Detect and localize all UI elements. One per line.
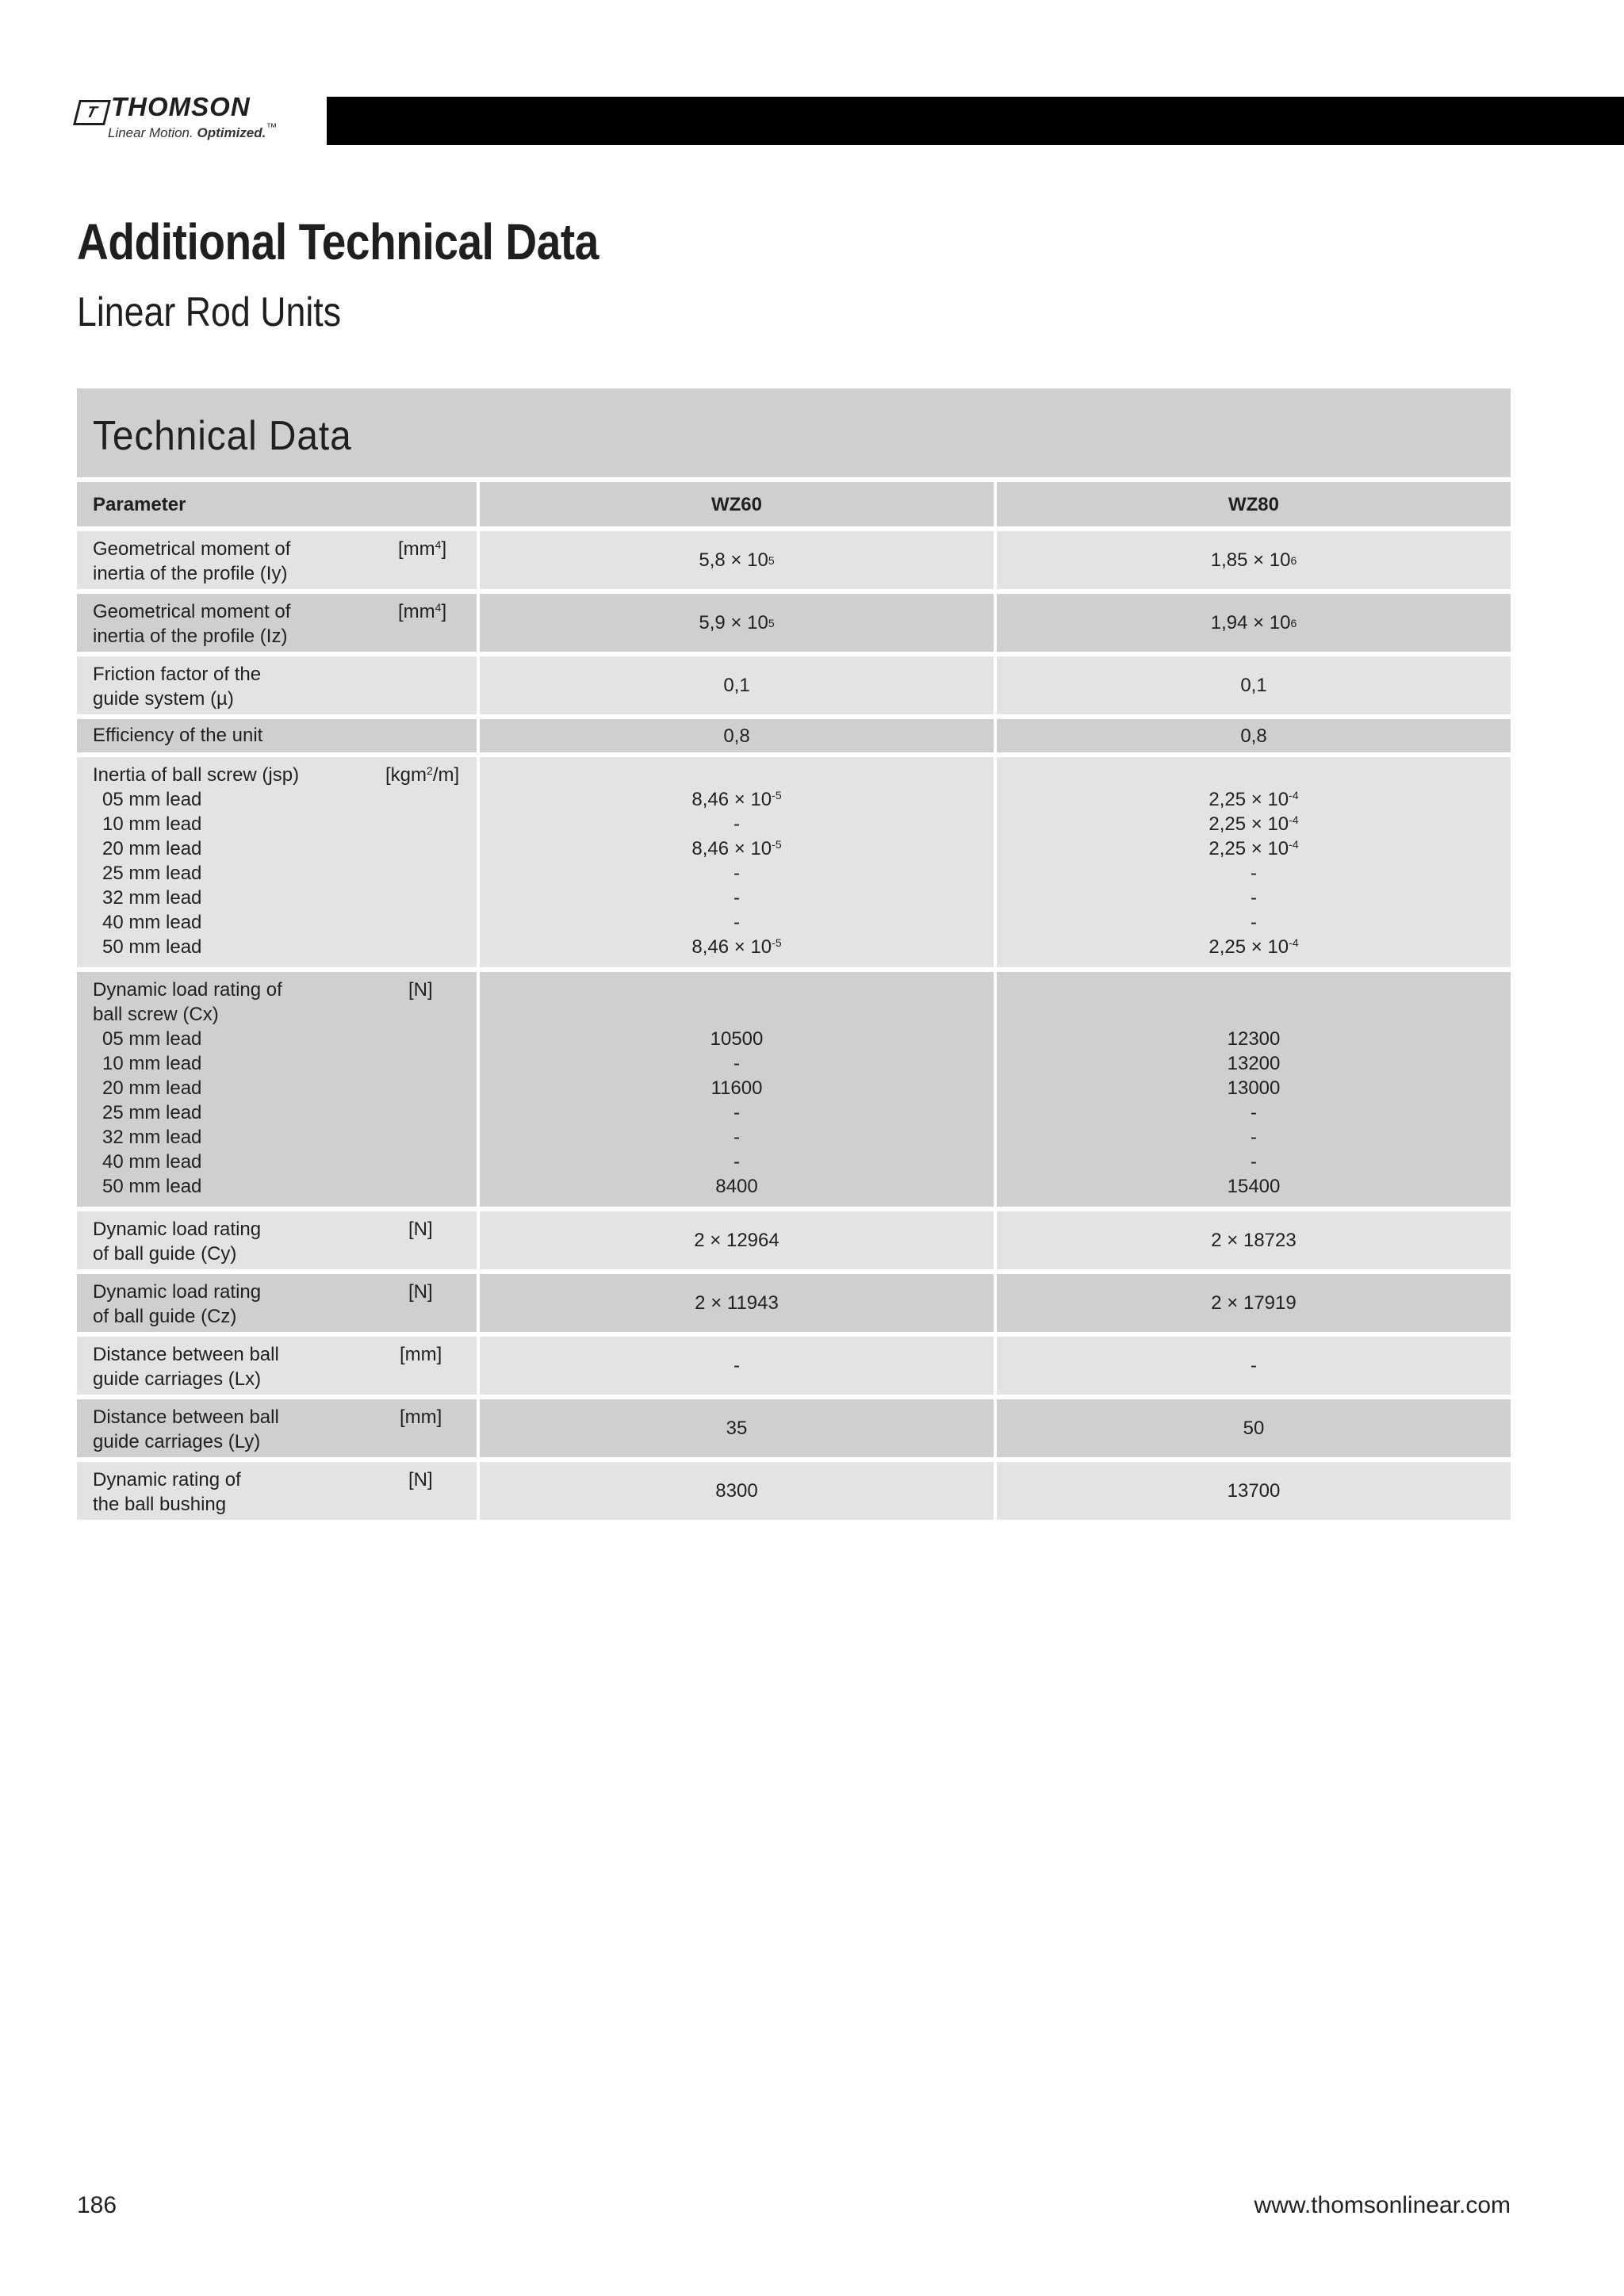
col-header-parameter: Parameter	[77, 482, 477, 526]
param-cell: Dynamic load rating of ball screw (Cx) [N] 05 mm lead 10 mm lead 20 mm lead 25 mm lead 32 mm lead 40 mm lead 50 mm lead	[77, 972, 477, 1207]
wz60-value: 0,1	[480, 656, 994, 714]
table-row	[77, 1399, 1511, 1457]
wz60-value: 5,8 × 10 5	[480, 531, 994, 589]
param-cell: Geometrical moment of inertia of the profile (Iy) $[mm^4]$	[77, 531, 477, 589]
table-row	[77, 1337, 1511, 1395]
table-row	[77, 1274, 1511, 1332]
wz60-value: 2 × 11943	[480, 1274, 994, 1332]
unit-label: [mm]	[400, 1344, 442, 1365]
wz80-value: 1,85 × 10 6	[997, 531, 1511, 589]
param-cell: Distance between ball guide carriages (Lx) [mm]	[77, 1337, 477, 1395]
logo-wordmark: T THOMSON	[76, 92, 251, 125]
wz80-value: 50	[997, 1399, 1511, 1457]
unit-label: [mm]	[400, 1406, 442, 1428]
unit-label: [N]	[408, 979, 433, 1001]
unit-label: $[mm^4]$	[398, 538, 447, 560]
param-cell: Inertia of ball screw (jsp) [kgm$^2$/m] 05 mm lead 10 mm lead 20 mm lead 25 mm lead 32 mm lead 40 mm lead 50 mm lead	[77, 757, 477, 967]
wz60-value: 5,9 × 10 5	[480, 594, 994, 652]
wz60-value: -	[480, 1337, 994, 1395]
table-row	[77, 531, 1511, 589]
table-row	[77, 594, 1511, 652]
param-cell: Geometrical moment of inertia of the profile (Iz) $[mm^4]$	[77, 594, 477, 652]
wz80-value: 1,94 × 10 6	[997, 594, 1511, 652]
wz60-value: 2 × 12964	[480, 1211, 994, 1269]
table-row	[77, 1211, 1511, 1269]
wz80-value: 2 × 18723	[997, 1211, 1511, 1269]
wz60-value: 8300	[480, 1462, 994, 1520]
table-row	[77, 656, 1511, 714]
technical-data-table	[77, 482, 1511, 1525]
unit-label: [kgm$^2$/m]	[385, 764, 460, 786]
wz60-value: 0,8	[480, 719, 994, 752]
table-row	[77, 719, 1511, 752]
wz60-value: 10500 - 11600 - - - 8400	[480, 972, 994, 1207]
unit-label: $[mm^4]$	[398, 601, 447, 622]
website-link[interactable]: www.thomsonlinear.com	[1254, 2192, 1511, 2218]
header-bar	[327, 97, 1624, 145]
param-cell: Distance between ball guide carriages (Ly) [mm]	[77, 1399, 477, 1457]
wz80-value: -	[997, 1337, 1511, 1395]
table-row	[77, 757, 1511, 967]
wz80-value: 0,1	[997, 656, 1511, 714]
logo-t-icon: T	[73, 100, 111, 125]
col-header-wz60: WZ60	[480, 482, 994, 526]
wz60-value: 35	[480, 1399, 994, 1457]
thomson-logo	[76, 92, 282, 144]
page-number: 186	[77, 2192, 117, 2218]
param-cell: Dynamic load rating of ball guide (Cz) [N]	[77, 1274, 477, 1332]
table-row	[77, 1462, 1511, 1520]
unit-label: [N]	[408, 1281, 433, 1303]
unit-label: [N]	[408, 1219, 433, 1240]
param-cell: Efficiency of the unit	[77, 719, 477, 752]
table-title: Technical Data	[93, 413, 352, 459]
wz80-value: 12300 13200 13000 - - - 15400	[997, 972, 1511, 1207]
wz80-value: 13700	[997, 1462, 1511, 1520]
unit-label: [N]	[408, 1469, 433, 1490]
param-cell: Friction factor of the guide system (µ)	[77, 656, 477, 714]
table-row	[77, 972, 1511, 1207]
table-title-bar	[77, 388, 1511, 477]
wz80-value: $2,25 \times 10^{-4}$ $2,25 \times 10^{-4}$ $2,25 \times 10^{-4}$ - - - $2,25 \times 10^{-4}$	[997, 757, 1511, 967]
col-header-wz80: WZ80	[997, 482, 1511, 526]
param-cell: Dynamic load rating of ball guide (Cy) [N]	[77, 1211, 477, 1269]
logo-tagline: Linear Motion. Optimized.™	[108, 121, 278, 140]
param-cell: Dynamic rating of the ball bushing [N]	[77, 1462, 477, 1520]
page-subtitle: Linear Rod Units	[77, 289, 342, 335]
wz80-value: 0,8	[997, 719, 1511, 752]
table-header-row	[77, 482, 1511, 526]
page-title: Additional Technical Data	[77, 213, 599, 270]
wz60-value: $8,46 \times 10^{-5}$ - $8,46 \times 10^{-5}$ - - - $8,46 \times 10^{-5}$	[480, 757, 994, 967]
wz80-value: 2 × 17919	[997, 1274, 1511, 1332]
